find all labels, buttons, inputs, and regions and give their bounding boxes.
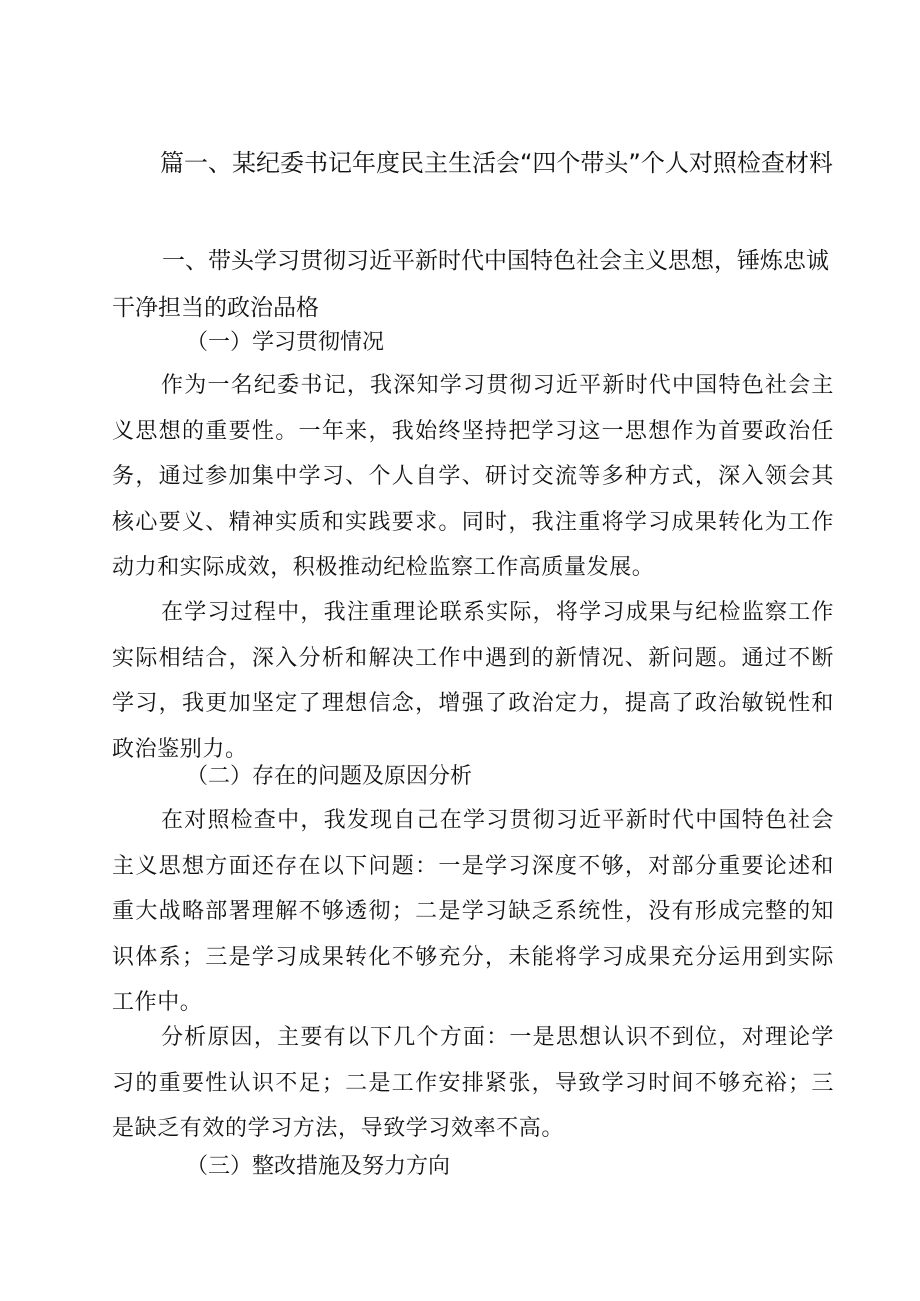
paragraph-problems-1: 在对照检查中，我发现自己在学习贯彻习近平新时代中国特色社会主义思想方面还存在以下问题：一是学习深度不够，对部分重要论述和重大战略部署理解不够透彻；二是学习缺乏系统性，没有形成完整的知识体系；三是学习成果转化不够充分，未能将学习成果充分运用到实际工作中。 [112, 808, 834, 1015]
paragraph-study-status-1: 作为一名纪委书记，我深知学习贯彻习近平新时代中国特色社会主义思想的重要性。一年来，我始终坚持把学习这一思想作为首要政治任务，通过参加集中学习、个人自学、研讨交流等多种方式，深入领会其核心要义、精神实质和实践要求。同时，我注重将学习成果转化为工作动力和实际成效，积极推动纪检监察工作高质量发展。 [112, 373, 834, 580]
subheading-study-status: （一）学习贯彻情况 [186, 330, 385, 355]
section-heading-1: 一、带头学习贯彻习近平新时代中国特色社会主义思想，锤炼忠诚干净担当的政治品格 [112, 248, 829, 321]
paragraph-problems-2: 分析原因，主要有以下几个方面：一是思想认识不到位，对理论学习的重要性认识不足；二是工作安排紧张，导致学习时间不够充裕；三是缺乏有效的学习方法，导致学习效率不高。 [112, 1025, 834, 1141]
subheading-problems-analysis: （二）存在的问题及原因分析 [186, 764, 473, 789]
document-title: 篇一、某纪委书记年度民主生活会“四个带头”个人对照检查材料 [160, 149, 833, 177]
paragraph-study-status-2: 在学习过程中，我注重理论联系实际，将学习成果与纪检监察工作实际相结合，深入分析和解决工作中遇到的新情况、新问题。通过不断学习，我更加坚定了理想信念，增强了政治定力，提高了政治敏锐性和政治鉴别力。 [112, 600, 834, 762]
subheading-rectification-measures: （三）整改措施及努力方向 [186, 1154, 451, 1179]
